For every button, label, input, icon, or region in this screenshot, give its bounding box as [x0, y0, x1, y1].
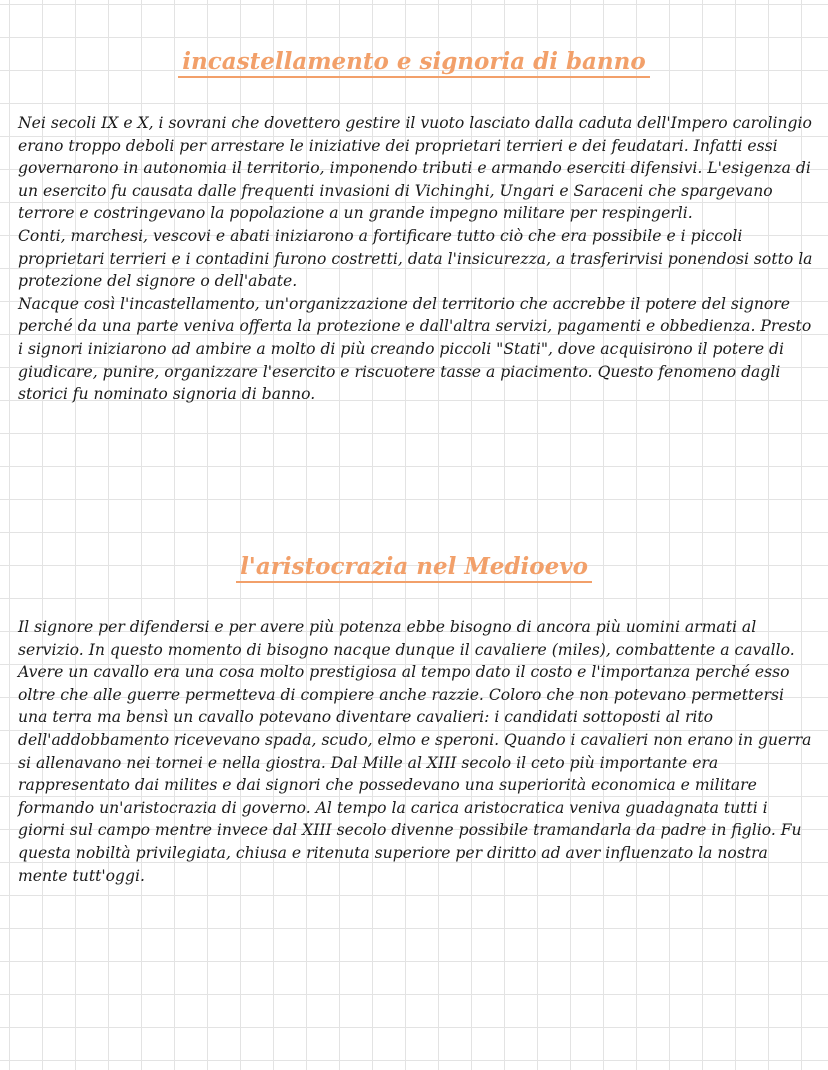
paragraph-incastellamento: Nei secoli IX e X, i sovrani che dovettero gestire il vuoto lasciato dalla caduta dell'Impero carolingio erano troppo deboli per arrestare le iniziative dei proprietari terrieri e dei feudatari. Infatti essi governarono in autonomia il territorio, imponendo tributi e armando eserciti difensivi. L'esigenza di un esercito fu causata dalle frequenti invasioni di Vichinghi, Ungari e Saraceni che spargevano terrore e costringevano la popolazione a un grande impegno militare per respingerli. Conti, marchesi, vescovi e abati iniziarono a fortificare tutto ciò che era possibile e i piccoli proprietari terrieri e i contadini furono costretti, data l'insicurezza, a trasferirvisi ponendosi sotto la protezione del signore o dell'abate. Nacque così l'incastellamento, un'organizzazione del territorio che accrebbe il potere del signore perché da una parte veniva offerta la protezione e dall'altra servizi, pagamenti e obbedienza. Presto i signori iniziarono ad ambire a molto di più creando piccoli "Stati", dove acquisirono il potere di giudicare, punire, organizzare l'esercito e riscuotere tasse a piacimento. Questo fenomeno dagli storici fu nominato signoria di banno.	[18, 114, 813, 404]
paragraph-aristocrazia: Il signore per difendersi e per avere più potenza ebbe bisogno di ancora più uomini armati al servizio. In questo momento di bisogno nacque dunque il cavaliere (miles), combattente a cavallo. Avere un cavallo era una cosa molto prestigiosa al tempo dato il costo e l'importanza perché esso oltre che alle guerre permetteva di compiere anche razzie. Coloro che non potevano permettersi una terra ma bensì un cavallo potevano diventare cavalieri: i candidati sottoposti al rito dell'addobbamento ricevevano spada, scudo, elmo e speroni. Quando i cavalieri non erano in guerra si allenavano nei tornei e nella giostra. Dal Mille al XIII secolo il ceto più importante era rappresentato dai milites e dai signori che possedevano una superiorità economica e militare formando un'aristocrazia di governo. Al tempo la carica aristocratica veniva guadagnata tutti i giorni sul campo mentre invece dal XIII secolo divenne possibile tramandarla da padre in figlio. Fu questa nobiltà privilegiata, chiusa e ritenuta superiore per diritto ad aver influenzato la nostra mente tutt'oggi.	[18, 618, 812, 885]
section-title-aristocrazia: l'aristocrazia nel Medioevo	[0, 553, 828, 580]
section-title-incastellamento: incastellamento e signoria di banno	[0, 48, 828, 75]
